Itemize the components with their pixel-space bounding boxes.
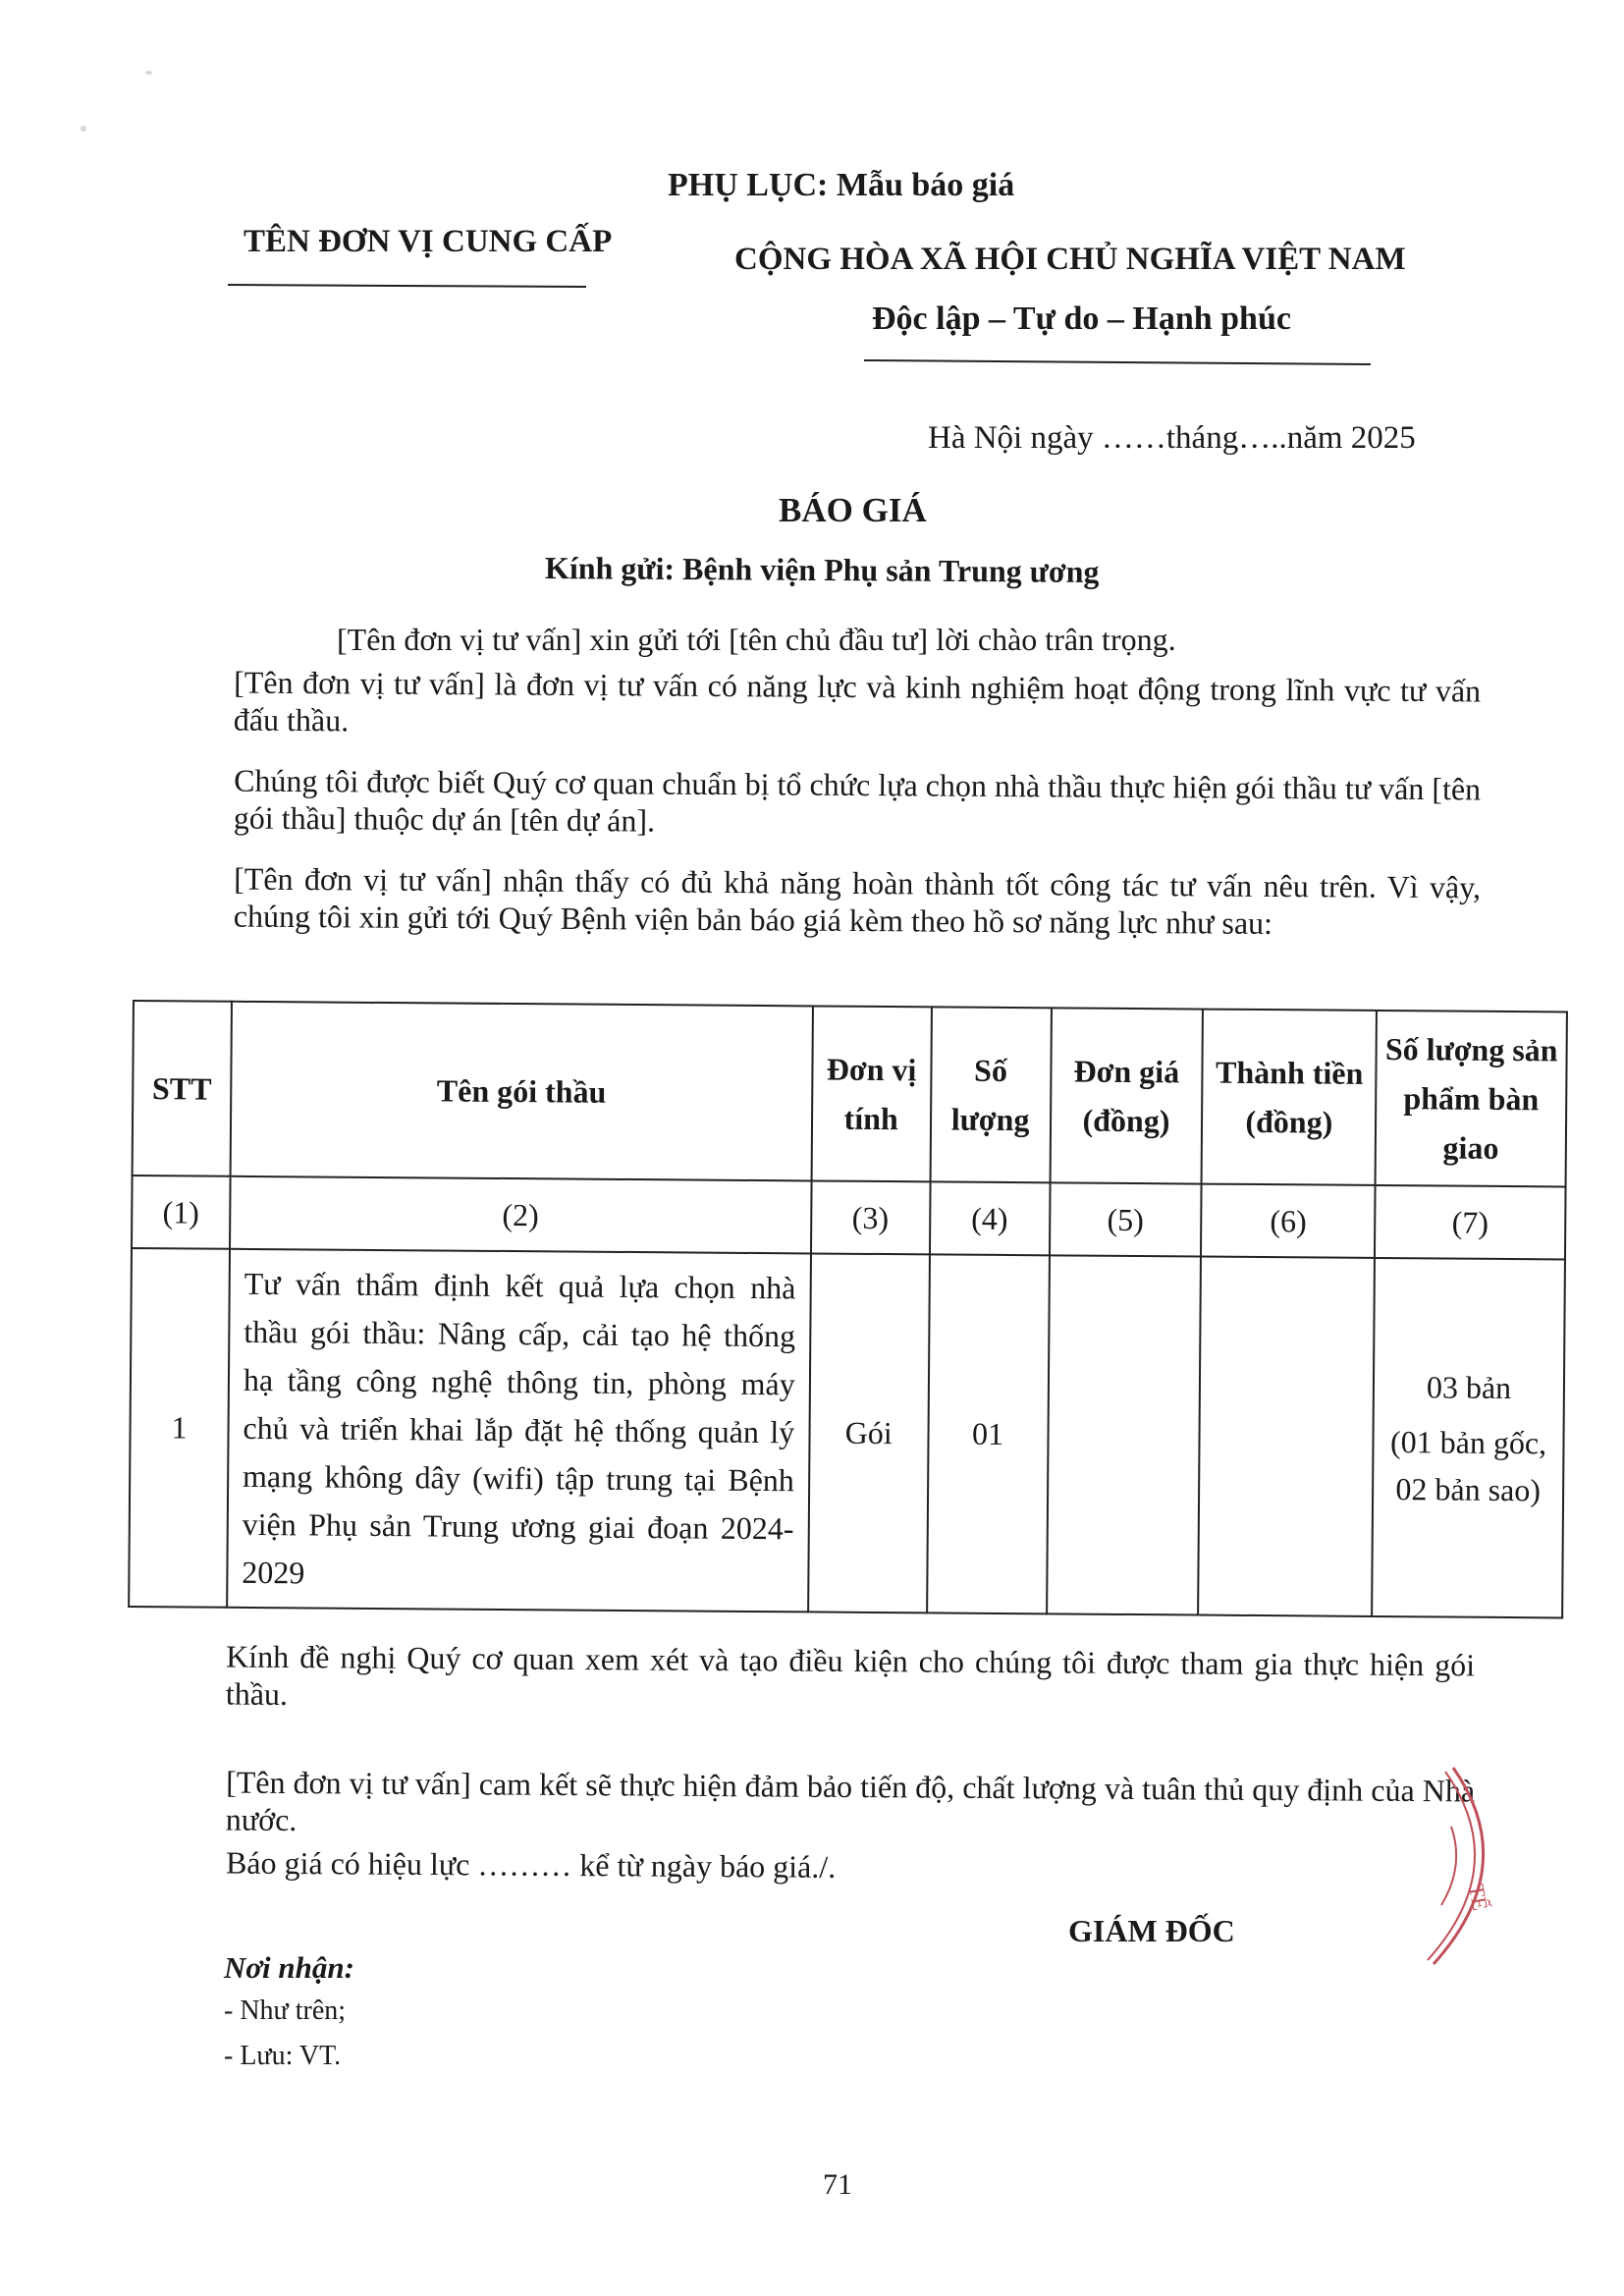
index-cell: (4) xyxy=(930,1181,1051,1255)
header-deliverables: Số lượng sản phẩm bàn giao xyxy=(1376,1011,1567,1187)
header-package-name: Tên gói thầu xyxy=(231,1002,813,1181)
recipient-item: - Lưu: VT. xyxy=(224,2041,342,2071)
stamp-mark xyxy=(1394,1758,1532,1974)
cell-unit-price xyxy=(1047,1255,1202,1614)
request-paragraph: Kính đề nghị Quý cơ quan xem xét và tạo điều kiện cho chúng tôi được tham gia thực hiện gói thầu. xyxy=(225,1638,1476,1712)
quote-table xyxy=(128,1000,1568,1618)
header-stt: STT xyxy=(133,1001,232,1176)
deliverables-detail: (01 bản gốc, 02 bản sao) xyxy=(1389,1423,1547,1507)
stamp-outer-ring xyxy=(1434,1768,1484,1964)
index-cell: (2) xyxy=(230,1176,811,1254)
table-header-row xyxy=(133,1001,1567,1186)
page-number: 71 xyxy=(823,2168,852,2201)
recipients-label: Nơi nhận: xyxy=(224,1950,354,1985)
appendix-title: PHỤ LỤC: Mẫu báo giá xyxy=(668,167,1015,203)
supplier-name-placeholder: TÊN ĐƠN VỊ CUNG CẤP xyxy=(244,224,613,259)
recipient-item: - Như trên; xyxy=(224,1995,347,2026)
date-line: Hà Nội ngày ……tháng…..năm 2025 xyxy=(928,420,1416,456)
cell-stt: 1 xyxy=(129,1248,230,1608)
stamp-outer-ring xyxy=(1428,1772,1475,1960)
deliverables-count: 03 bản xyxy=(1426,1368,1512,1405)
cell-deliverables xyxy=(1372,1258,1565,1618)
header-right-rule xyxy=(864,359,1371,365)
header-left-rule xyxy=(228,284,586,288)
scan-speck xyxy=(145,71,152,75)
table-index-row xyxy=(132,1175,1566,1259)
stamp-text: TẾ xyxy=(1464,1882,1493,1913)
index-cell: (5) xyxy=(1049,1182,1201,1256)
offer-paragraph: [Tên đơn vị tư vấn] nhận thấy có đủ khả năng hoàn thành tốt công tác tư vấn nêu trên. Vì vậy, chúng tôi xin gửi tới Quý Bệnh viện bản báo giá kèm theo hồ sơ năng lực như sau: xyxy=(233,860,1482,941)
index-cell: (7) xyxy=(1375,1185,1565,1260)
signature-title: GIÁM ĐỐC xyxy=(1068,1913,1235,1948)
validity-line: Báo giá có hiệu lực ……… kể từ ngày báo giá./. xyxy=(225,1844,837,1885)
commitment-paragraph: [Tên đơn vị tư vấn] cam kết sẽ thực hiện đảm bảo tiến độ, chất lượng và tuân thủ quy định của Nhà nước. xyxy=(225,1764,1476,1838)
document-title: BÁO GIÁ xyxy=(779,491,927,529)
header-unit: Đơn vị tính xyxy=(811,1006,931,1181)
index-cell: (1) xyxy=(132,1175,231,1249)
index-cell: (6) xyxy=(1201,1184,1375,1258)
header-unit-price: Đơn giá (đồng) xyxy=(1050,1008,1203,1183)
cell-unit: Gói xyxy=(808,1253,930,1613)
scan-speck xyxy=(81,126,86,132)
cell-quantity: 01 xyxy=(927,1254,1050,1613)
context-paragraph: Chúng tôi được biết Quý cơ quan chuẩn bị tổ chức lựa chọn nhà thầu thực hiện gói thầu tư vấn [tên gói thầu] thuộc dự án [tên dự án]. xyxy=(233,762,1482,839)
table-row xyxy=(129,1248,1565,1617)
intro-paragraph: [Tên đơn vị tư vấn] là đơn vị tư vấn có năng lực và kinh nghiệm hoạt động trong lĩnh vực tư vấn đấu thầu. xyxy=(233,664,1482,738)
index-cell: (3) xyxy=(811,1180,930,1254)
recipient-line: Kính gửi: Bệnh viện Phụ sản Trung ương xyxy=(544,550,1100,589)
national-motto: Độc lập – Tự do – Hạnh phúc xyxy=(872,301,1291,337)
header-quantity: Số lượng xyxy=(930,1007,1051,1182)
national-title: CỘNG HÒA XÃ HỘI CHỦ NGHĨA VIỆT NAM xyxy=(734,242,1406,277)
greeting-paragraph: [Tên đơn vị tư vấn] xin gửi tới [tên chủ đầu tư] lời chào trân trọng. xyxy=(337,622,1176,657)
header-total: Thành tiền (đồng) xyxy=(1202,1010,1377,1185)
stamp-inner-ring xyxy=(1441,1827,1456,1905)
cell-package-name: Tư vấn thẩm định kết quả lựa chọn nhà thầu gói thầu: Nâng cấp, cải tạo hệ thống hạ tầng công nghệ thông tin, phòng máy chủ và triển khai lắp đặt hệ thống quản lý mạng không dây (wifi) tập trung tại Bệnh viện Phụ sản Trung ương giai đoạn 2024-2029 xyxy=(227,1249,811,1613)
cell-total xyxy=(1199,1257,1376,1616)
